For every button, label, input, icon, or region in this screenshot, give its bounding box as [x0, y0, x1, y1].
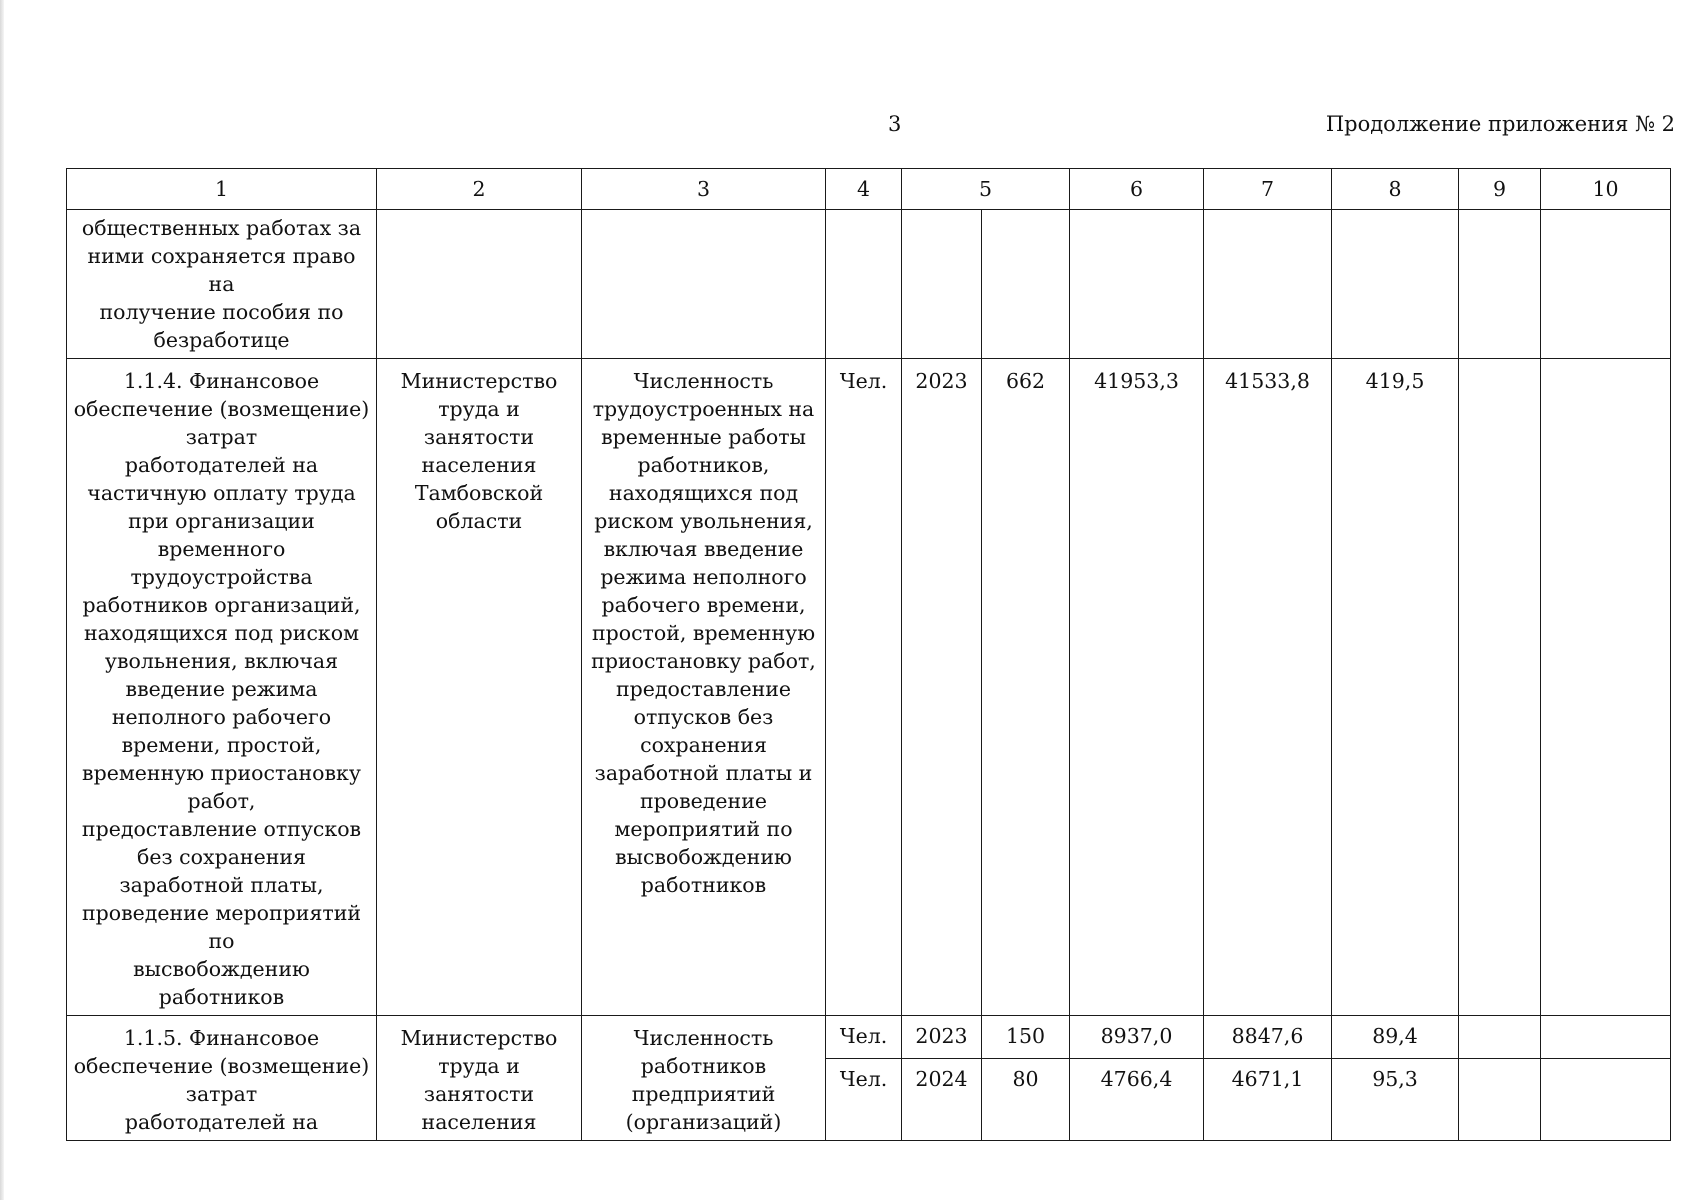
empty-cell [1459, 210, 1541, 359]
unit-cell: Чел. [826, 359, 902, 1016]
empty-cell [582, 210, 826, 359]
unit-cell: Чел. [826, 1059, 902, 1141]
header-col-8: 8 [1332, 169, 1459, 210]
scan-edge [0, 0, 4, 1200]
header-col-4: 4 [826, 169, 902, 210]
table-row-1-1-4 [67, 359, 1671, 1016]
empty-cell [377, 210, 582, 359]
regional-funding-cell: 419,5 [1332, 359, 1459, 1016]
table-row-continued [67, 210, 1671, 359]
col9-cell [1459, 359, 1541, 1016]
table-row-1-1-5 [67, 1016, 1671, 1059]
empty-cell [982, 210, 1070, 359]
col10-cell [1541, 359, 1671, 1016]
appendix-continuation-label: Продолжение приложения № 2 [1325, 112, 1675, 136]
continued-description-cell: общественных работах за ними сохраняется право на получение пособия по безработице [67, 210, 377, 359]
header-col-7: 7 [1204, 169, 1332, 210]
indicator-value-cell: 662 [982, 359, 1070, 1016]
header-col-3: 3 [582, 169, 826, 210]
total-funding-cell: 41953,3 [1070, 359, 1204, 1016]
responsible-executor-cell: Министерство труда и занятости населения [377, 1016, 582, 1141]
header-col-10: 10 [1541, 169, 1671, 210]
total-funding-cell: 4766,4 [1070, 1059, 1204, 1141]
regional-funding-cell: 95,3 [1332, 1059, 1459, 1141]
col10-cell [1541, 1016, 1671, 1059]
indicator-name-cell: Численность трудоустроенных на временные работы работников, находящихся под риском увольнения, включая введение режима неполного рабочего времени, простой, временную приостановку работ, предоставление отпусков без сохранения заработной платы и проведение мероприятий по высвобождению работников [582, 359, 826, 1016]
header-col-5: 5 [902, 169, 1070, 210]
empty-cell [1204, 210, 1332, 359]
col9-cell [1459, 1059, 1541, 1141]
header-col-2: 2 [377, 169, 582, 210]
empty-cell [1332, 210, 1459, 359]
unit-cell: Чел. [826, 1016, 902, 1059]
measure-description-cell: 1.1.4. Финансовое обеспечение (возмещение) затрат работодателей на частичную оплату труда при организации временного трудоустройства работников организаций, находящихся под риском увольнения, включая введение режима неполного рабочего времени, простой, временную приостановку работ, предоставление отпусков без сохранения заработной платы, проведение мероприятий по высвобождению работников [67, 359, 377, 1016]
empty-cell [902, 210, 982, 359]
col9-cell [1459, 1016, 1541, 1059]
header-col-1: 1 [67, 169, 377, 210]
regional-funding-cell: 89,4 [1332, 1016, 1459, 1059]
empty-cell [826, 210, 902, 359]
header-col-9: 9 [1459, 169, 1541, 210]
federal-funding-cell: 8847,6 [1204, 1016, 1332, 1059]
header-col-6: 6 [1070, 169, 1204, 210]
table-header-row [67, 169, 1671, 210]
federal-funding-cell: 41533,8 [1204, 359, 1332, 1016]
measure-description-cell: 1.1.5. Финансовое обеспечение (возмещение) затрат работодателей на [67, 1016, 377, 1141]
empty-cell [1070, 210, 1204, 359]
col10-cell [1541, 1059, 1671, 1141]
responsible-executor-cell: Министерство труда и занятости населения Тамбовской области [377, 359, 582, 1016]
page-number: 3 [888, 112, 902, 136]
year-cell: 2023 [902, 359, 982, 1016]
indicator-value-cell: 150 [982, 1016, 1070, 1059]
federal-funding-cell: 4671,1 [1204, 1059, 1332, 1141]
appendix-table [66, 168, 1671, 1141]
year-cell: 2023 [902, 1016, 982, 1059]
total-funding-cell: 8937,0 [1070, 1016, 1204, 1059]
empty-cell [1541, 210, 1671, 359]
indicator-value-cell: 80 [982, 1059, 1070, 1141]
year-cell: 2024 [902, 1059, 982, 1141]
indicator-name-cell: Численность работников предприятий (организаций) [582, 1016, 826, 1141]
